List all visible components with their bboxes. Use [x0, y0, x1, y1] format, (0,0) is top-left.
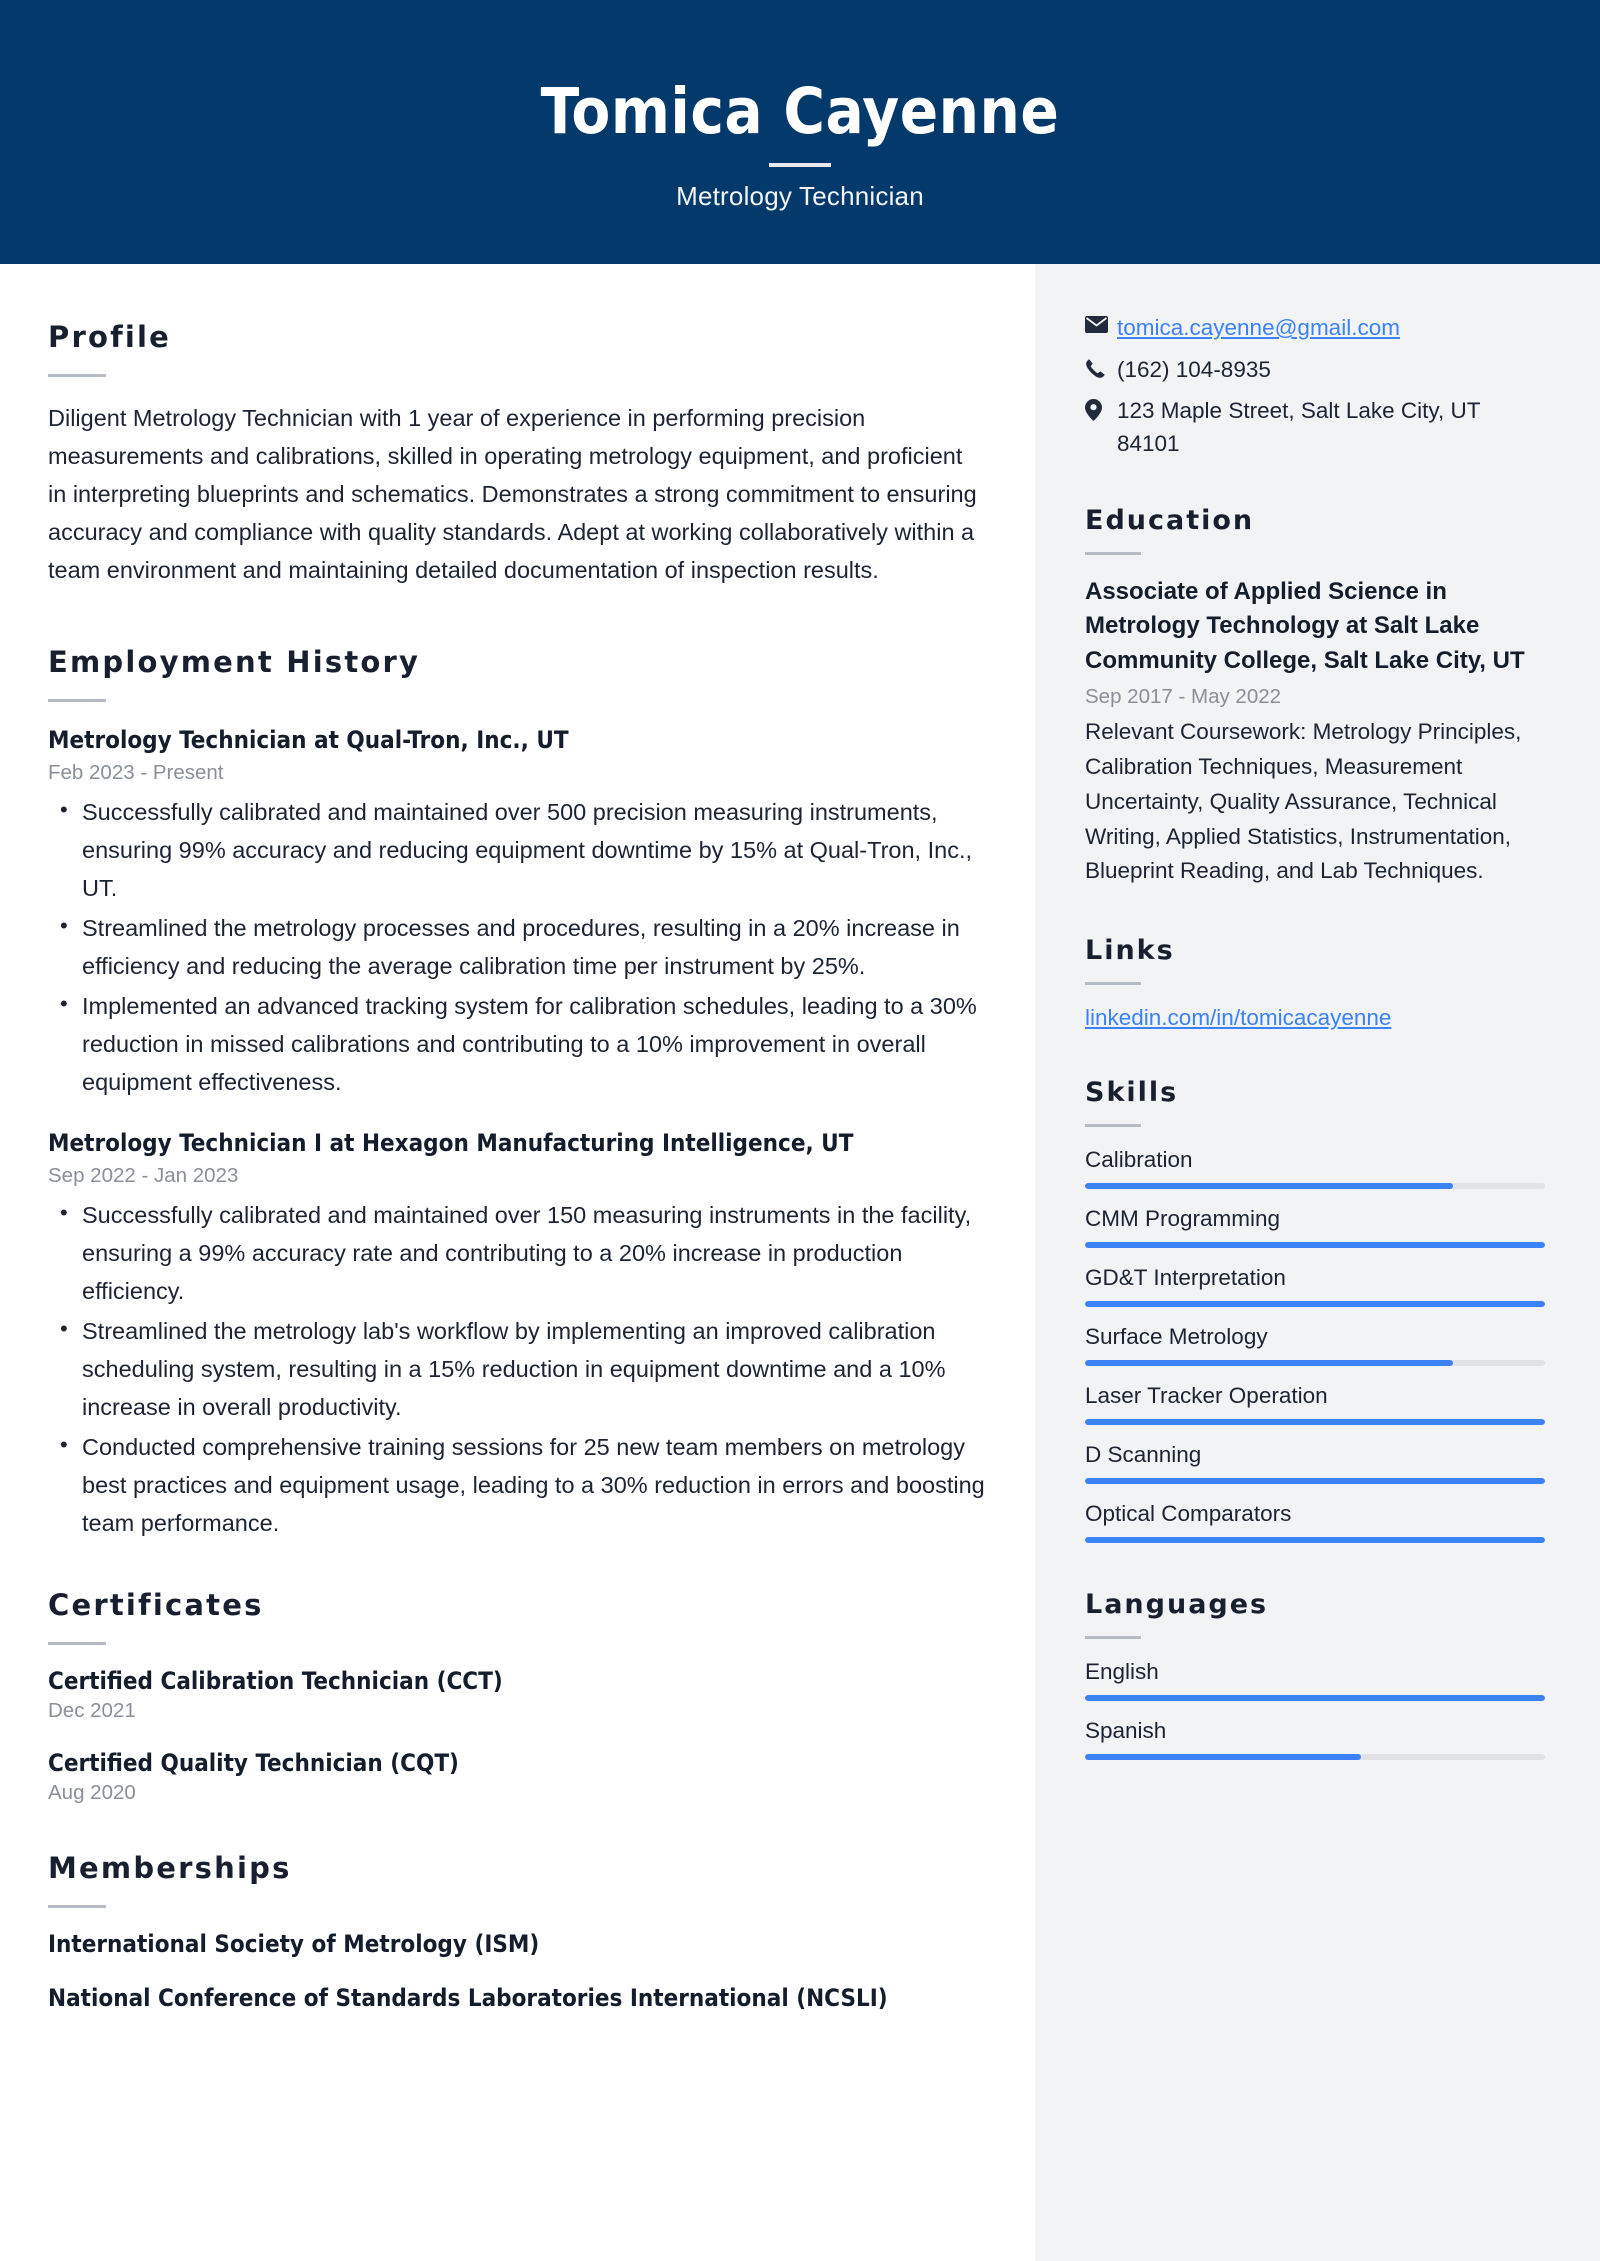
skills-list: [1085, 1147, 1545, 1543]
section-employment-history: [48, 645, 987, 1542]
linkedin-link[interactable]: linkedin.com/in/tomicacayenne: [1085, 1005, 1392, 1031]
location-pin-icon: [1085, 395, 1117, 421]
skill-item-meter: [1085, 1360, 1545, 1366]
membership-item: National Conference of Standards Laboratories International (NCSLI): [48, 1984, 888, 2013]
certificate-date: Dec 2021: [48, 1699, 136, 1723]
skill-item: [1085, 1324, 1545, 1366]
skill-item-meter-fill: [1085, 1183, 1453, 1189]
job-date: Feb 2023 - Present: [48, 760, 224, 784]
section-rule: [48, 1642, 106, 1645]
section-rule: [48, 1905, 106, 1908]
job-bullet: • Streamlined the metrology lab's workflow by implementing an improved calibration scheduling system, resulting in a 15% reduction in equipment downtime and a 10% increase in overall productivity.: [48, 1312, 987, 1426]
job-bullets: [48, 793, 987, 1102]
skill-item-meter: [1085, 1242, 1545, 1248]
job-date: Sep 2022 - Jan 2023: [48, 1163, 239, 1187]
memberships-heading: Memberships: [48, 1851, 292, 1886]
membership-item: International Society of Metrology (ISM): [48, 1930, 540, 1959]
job-bullet: • Conducted comprehensive training sessions for 25 new team members on metrology best practices and equipment usage, leading to a 30% reduction in errors and boosting team performance.: [48, 1428, 987, 1542]
links-heading: Links: [1085, 935, 1175, 967]
skill-item: [1085, 1501, 1545, 1543]
section-rule: [1085, 552, 1141, 555]
skill-item-meter: [1085, 1537, 1545, 1543]
envelope-icon: [1085, 312, 1117, 333]
skill-item-meter: [1085, 1183, 1545, 1189]
section-memberships: [48, 1851, 987, 2012]
skill-item-label: CMM Programming: [1085, 1206, 1281, 1232]
phone-icon: [1085, 354, 1117, 379]
certificate-date: Aug 2020: [48, 1781, 136, 1805]
profile-text: Diligent Metrology Technician with 1 year of experience in performing precision measurements and calibrations, skilled in operating metrology equipment, and proficient in interpreting blueprints and schematics. Demonstrates a strong commitment to ensuring accuracy and compliance with quality standards. Adept at working collaboratively within a team environment and maintaining detailed documentation of inspection results.: [48, 405, 977, 584]
section-rule: [1085, 1636, 1141, 1639]
job-title: Metrology Technician at Qual-Tron, Inc., UT: [48, 726, 569, 755]
job-bullet: • Successfully calibrated and maintained over 150 measuring instruments in the facility, ensuring a 99% accuracy rate and contributing to a 20% increase in production efficiency.: [48, 1196, 987, 1310]
section-rule: [48, 374, 106, 377]
languages-heading: Languages: [1085, 1589, 1269, 1621]
email-link[interactable]: tomica.cayenne@gmail.com: [1117, 315, 1400, 340]
contact-address-row: [1085, 395, 1545, 460]
languages-list: [1085, 1659, 1545, 1760]
section-profile: [48, 320, 987, 589]
skill-item-label: GD&T Interpretation: [1085, 1265, 1286, 1291]
employment-heading: Employment History: [48, 645, 421, 680]
skill-item-label: Surface Metrology: [1085, 1324, 1268, 1350]
language-item-label: English: [1085, 1659, 1159, 1685]
language-item-meter-fill: [1085, 1695, 1545, 1701]
contact-address-text: 123 Maple Street, Salt Lake City, UT 84101: [1117, 398, 1481, 456]
language-item: [1085, 1718, 1545, 1760]
skill-item: [1085, 1383, 1545, 1425]
skill-item-meter-fill: [1085, 1419, 1545, 1425]
skill-item-meter-fill: [1085, 1360, 1453, 1366]
certificate-entry: [48, 1749, 987, 1805]
skill-item-meter: [1085, 1419, 1545, 1425]
skill-item-label: Laser Tracker Operation: [1085, 1383, 1328, 1409]
contact-email-row: [1085, 312, 1545, 345]
education-date: Sep 2017 - May 2022: [1085, 684, 1282, 708]
certificate-entry: [48, 1667, 987, 1723]
job-title: Metrology Technician I at Hexagon Manufacturing Intelligence, UT: [48, 1129, 854, 1158]
language-item-meter-fill: [1085, 1754, 1361, 1760]
skills-heading: Skills: [1085, 1077, 1179, 1109]
contact-details: [1085, 312, 1545, 461]
job-entry: [48, 724, 987, 1101]
section-skills: [1085, 1077, 1545, 1543]
contact-phone-row: [1085, 354, 1545, 387]
sidebar-column: [1035, 264, 1600, 2261]
skill-item-meter-fill: [1085, 1478, 1545, 1484]
section-rule: [1085, 1124, 1141, 1127]
skill-item: [1085, 1147, 1545, 1189]
language-item: [1085, 1659, 1545, 1701]
skill-item: [1085, 1265, 1545, 1307]
skill-item-label: Optical Comparators: [1085, 1501, 1292, 1527]
language-item-label: Spanish: [1085, 1718, 1167, 1744]
section-languages: [1085, 1589, 1545, 1760]
section-certificates: [48, 1588, 987, 1805]
section-links: [1085, 935, 1545, 1031]
certificates-heading: Certificates: [48, 1588, 264, 1623]
profile-heading: Profile: [48, 320, 172, 354]
language-item-meter: [1085, 1754, 1545, 1760]
skill-item-meter-fill: [1085, 1301, 1545, 1307]
certificate-title: Certified Calibration Technician (CCT): [48, 1667, 503, 1696]
resume-body: [0, 264, 1600, 2261]
skill-item-meter-fill: [1085, 1537, 1545, 1543]
job-bullet: • Implemented an advanced tracking system for calibration schedules, leading to a 30% reduction in missed calibrations and contributing to a 10% improvement in overall equipment effectiveness.: [48, 987, 987, 1101]
job-bullet: • Streamlined the metrology processes and procedures, resulting in a 20% increase in efficiency and reducing the average calibration time per instrument by 25%.: [48, 909, 987, 985]
skill-item: [1085, 1442, 1545, 1484]
section-education: [1085, 505, 1545, 890]
main-column: [0, 264, 1035, 2261]
job-entry: [48, 1127, 987, 1542]
skill-item-meter-fill: [1085, 1242, 1545, 1248]
certificate-title: Certified Quality Technician (CQT): [48, 1749, 459, 1778]
section-rule: [48, 699, 106, 702]
skill-item-label: Calibration: [1085, 1147, 1193, 1173]
candidate-name: Tomica Cayenne: [540, 75, 1060, 149]
contact-email-text: [1117, 312, 1545, 345]
header-divider: [769, 163, 831, 167]
skill-item-meter: [1085, 1478, 1545, 1484]
candidate-job-title: Metrology Technician: [676, 180, 924, 211]
resume-header: [0, 0, 1600, 264]
job-bullet: • Successfully calibrated and maintained over 500 precision measuring instruments, ensuring 99% accuracy and reducing equipment downtime by 15% at Qual-Tron, Inc., UT.: [48, 793, 987, 907]
skill-item: [1085, 1206, 1545, 1248]
section-rule: [1085, 982, 1141, 985]
skill-item-meter: [1085, 1301, 1545, 1307]
education-heading: Education: [1085, 504, 1255, 536]
education-description: Relevant Coursework: Metrology Principles, Calibration Techniques, Measurement Uncertainty, Quality Assurance, Technical Writing, Applied Statistics, Instrumentation, Blueprint Reading, and Lab Techniques.: [1085, 718, 1522, 884]
job-bullets: [48, 1196, 987, 1543]
language-item-meter: [1085, 1695, 1545, 1701]
skill-item-label: D Scanning: [1085, 1442, 1202, 1468]
link-row: [1085, 1005, 1545, 1031]
contact-phone-text: (162) 104-8935: [1117, 356, 1271, 382]
education-degree: Associate of Applied Science in Metrology Technology at Salt Lake Community College, Salt Lake City, UT: [1085, 577, 1525, 675]
